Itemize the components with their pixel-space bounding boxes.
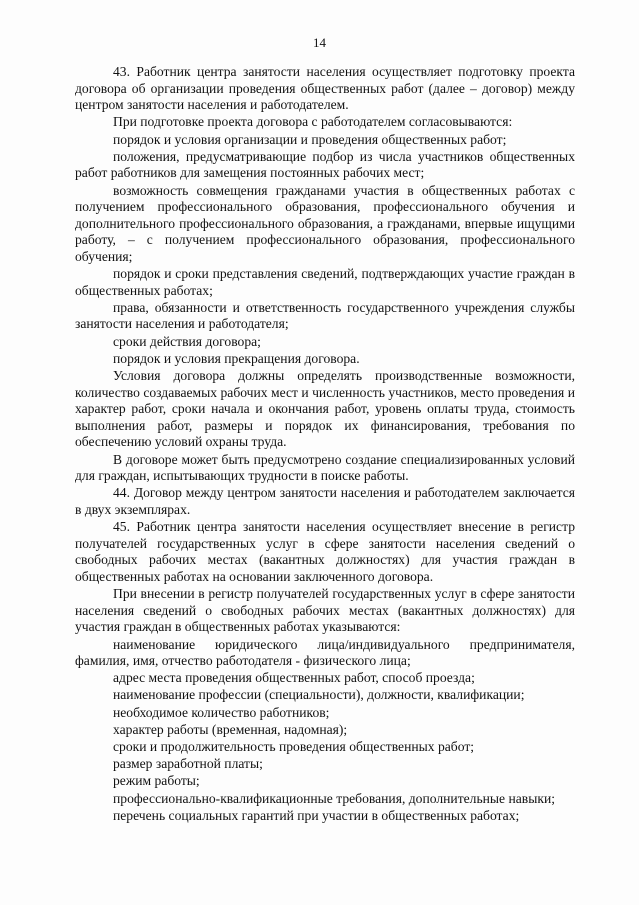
paragraph: При внесении в регистр получателей государственных услуг в сфере занятости населения сведений о свободных рабочих местах (вакантных должностях) для участия граждан в общественных работах указываются:	[75, 586, 575, 635]
paragraph: адрес места проведения общественных работ, способ проезда;	[113, 670, 475, 686]
paragraph: положения, предусматривающие подбор из числа участников общественных работ работников для замещения постоянных рабочих мест;	[75, 148, 575, 181]
paragraph: права, обязанности и ответственность государственного учреждения службы занятости населения и работодателя;	[75, 299, 575, 332]
paragraph: наименование юридического лица/индивидуального предпринимателя, фамилия, имя, отчество работодателя - физического лица;	[75, 636, 575, 669]
paragraph: профессионально-квалификационные требования, дополнительные навыки;	[113, 790, 556, 806]
paragraph: 43. Работник центра занятости населения осуществляет подготовку проекта договора об организации проведения общественных работ (далее – договор) между центром занятости населения и работодателем.	[75, 64, 575, 113]
paragraph: В договоре может быть предусмотрено создание специализированных условий для граждан, испытывающих трудности в поиске работы.	[75, 451, 575, 484]
paragraph: сроки действия договора;	[113, 333, 261, 349]
page-number: 14	[313, 35, 326, 50]
paragraph: Условия договора должны определять производственные возможности, количество создаваемых рабочих мест и численность участников, место проведения и характер работ, сроки начала и окончания работ, уровень оплаты труда, стоимость выполнения работ, размеры и порядок их финансирования, требования по обеспечению условий охраны труда.	[75, 368, 575, 450]
paragraph: порядок и сроки представления сведений, подтверждающих участие граждан в общественных работах;	[75, 266, 575, 298]
paragraph: 44. Договор между центром занятости населения и работодателем заключается в двух экземплярах.	[75, 485, 575, 517]
paragraph: порядок и условия организации и проведения общественных работ;	[113, 131, 507, 147]
paragraph: возможность совмещения гражданами участия в общественных работах с получением профессионального образования, профессионального обучения и дополнительного профессионального образования, а гражданами, впервые ищущими работу, – с получением профессионального образования, профессионального обучения;	[75, 182, 575, 264]
paragraph: сроки и продолжительность проведения общественных работ;	[113, 739, 475, 755]
paragraph: порядок и условия прекращения договора.	[113, 350, 360, 366]
paragraph: необходимое количество работников;	[113, 704, 330, 720]
paragraph: перечень социальных гарантий при участии в общественных работах;	[113, 807, 520, 823]
paragraph: размер заработной платы;	[113, 756, 263, 772]
paragraph: При подготовке проекта договора с работодателем согласовываются:	[113, 114, 513, 130]
paragraph: 45. Работник центра занятости населения осуществляет внесение в регистр получателей государственных услуг в сфере занятости населения сведений о свободных рабочих местах (вакантных должностях) для участия граждан в общественных работах на основании заключенного договора.	[75, 519, 575, 584]
document-body	[75, 64, 575, 825]
paragraph: характер работы (временная, надомная);	[113, 721, 348, 737]
paragraph: режим работы;	[113, 773, 200, 789]
paragraph: наименование профессии (специальности), должности, квалификации;	[113, 687, 525, 703]
